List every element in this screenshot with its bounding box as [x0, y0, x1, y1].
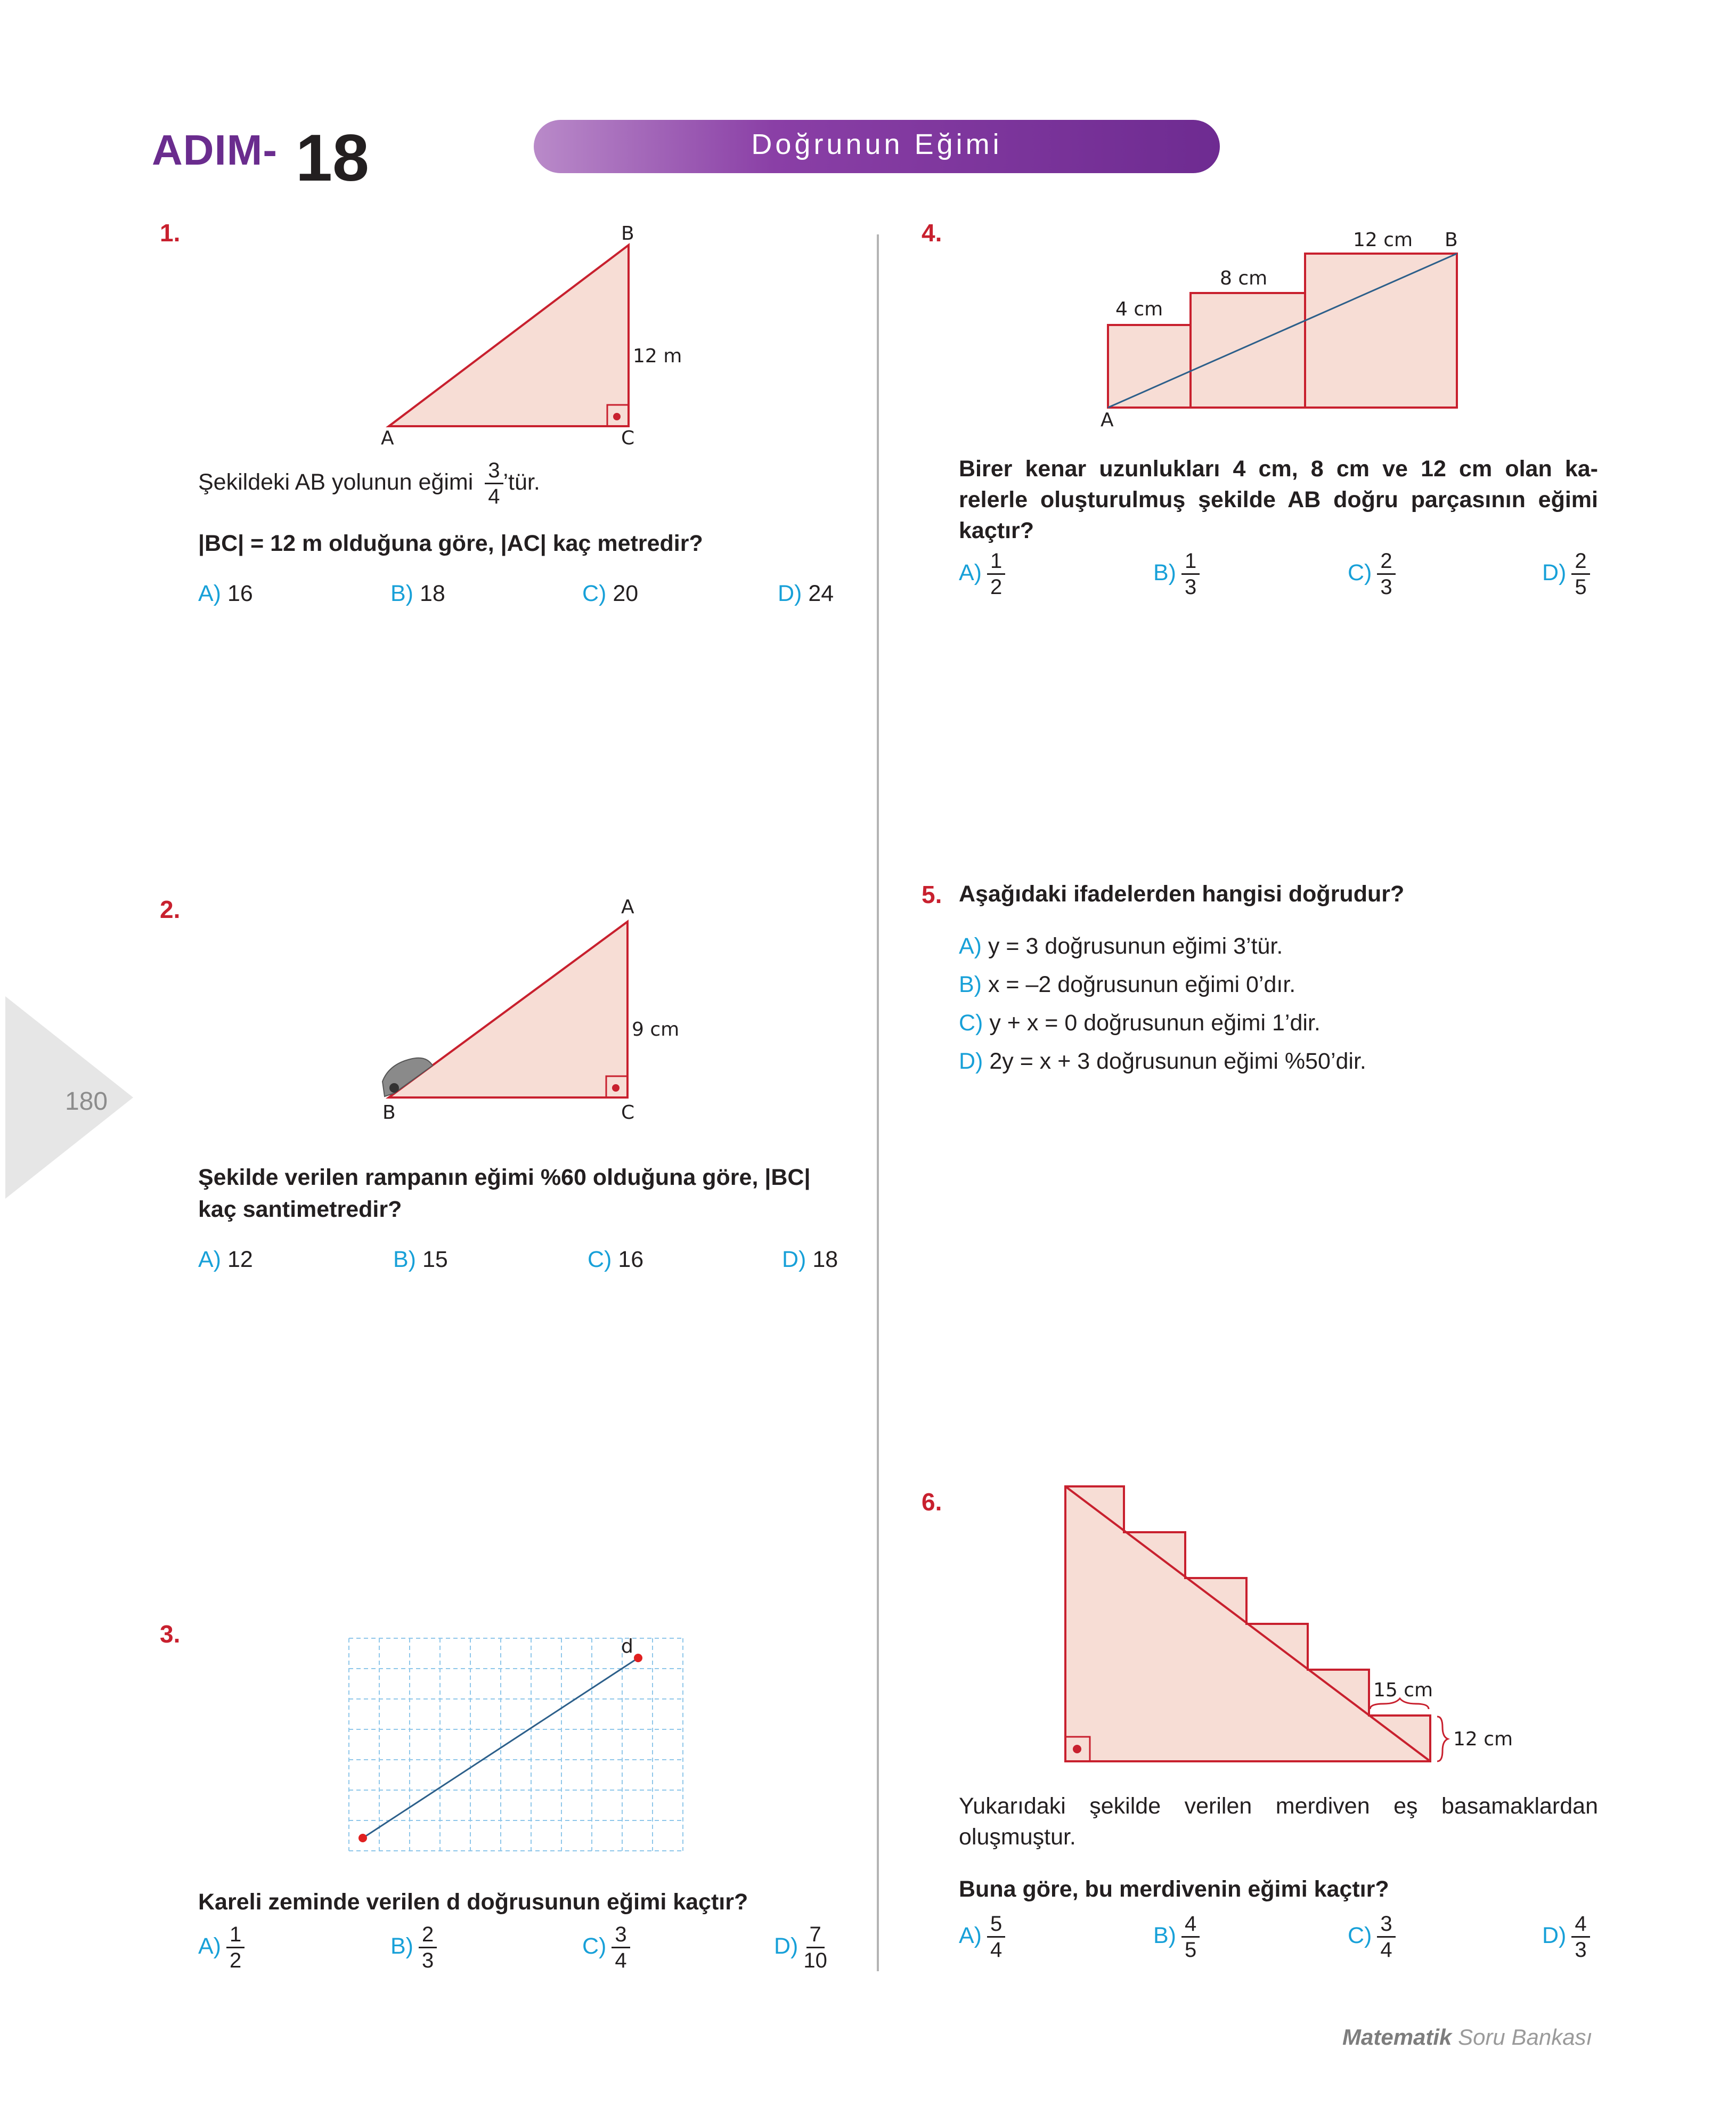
q4-label-s3: 12 cm	[1353, 229, 1413, 251]
q6-option-c[interactable]: C) $\frac{3}{4}$	[1348, 1912, 1396, 1962]
q6-stairs-figure	[1055, 1481, 1460, 1769]
q2-label-side: 9 cm	[632, 1019, 680, 1040]
q1-option-d[interactable]: D) 24	[778, 581, 834, 606]
q4-option-a[interactable]: A) $\frac{1}{2}$	[959, 549, 1005, 599]
q1-label-a: A	[381, 427, 394, 449]
q6-label-height: 12 cm	[1453, 1728, 1513, 1750]
q4-figure	[1097, 245, 1470, 416]
q2-option-d[interactable]: D) 18	[782, 1247, 838, 1272]
q6-option-d[interactable]: D) $\frac{4}{3}$	[1542, 1912, 1590, 1962]
q2-label-b: B	[382, 1102, 396, 1124]
q3-option-d[interactable]: D) $\frac{7}{10}$	[774, 1923, 827, 1972]
q2-option-a[interactable]: A) 12	[198, 1247, 253, 1272]
q4-square-1	[1108, 325, 1191, 408]
q2-question-line2: kaç santimetredir?	[198, 1197, 402, 1222]
q4-option-d[interactable]: D) $\frac{2}{5}$	[1542, 549, 1590, 599]
q2-option-c[interactable]: C) 16	[588, 1247, 644, 1272]
q1-option-b[interactable]: B) 18	[390, 581, 445, 606]
q2-label-c: C	[621, 1102, 635, 1124]
q3-grid	[349, 1638, 684, 1851]
q5-option-a[interactable]: A) y = 3 doğrusunun eğimi 3’tür.	[959, 933, 1283, 959]
q6-height-brace	[1437, 1717, 1448, 1761]
q4-label-a: A	[1101, 409, 1114, 431]
q2-number: 2.	[160, 896, 181, 923]
q5-question: Aşağıdaki ifadelerden hangisi doğrudur?	[959, 881, 1405, 907]
q4-option-c[interactable]: C) $\frac{2}{3}$	[1348, 549, 1396, 599]
q1-label-side: 12 m	[633, 345, 682, 367]
q2-question-line1: Şekilde verilen rampanın eğimi %60 olduğuna göre, |BC|	[198, 1165, 811, 1190]
q3-option-c[interactable]: C) $\frac{3}{4}$	[582, 1922, 630, 1973]
q1-label-b: B	[621, 223, 634, 245]
q1-triangle	[389, 245, 629, 426]
q6-option-a[interactable]: A) $\frac{5}{4}$	[959, 1912, 1005, 1962]
q3-option-a[interactable]: A) $\frac{1}{2}$	[198, 1922, 244, 1973]
q1-label-c: C	[621, 427, 635, 449]
q3-label-d: d	[621, 1636, 633, 1657]
q4-label-s2: 8 cm	[1220, 267, 1268, 289]
q2-figure	[373, 895, 671, 1119]
header-adim: ADIM-	[152, 126, 278, 174]
q4-square-2	[1191, 293, 1305, 408]
q3-grid-figure	[346, 1636, 687, 1854]
q5-number: 5.	[922, 881, 942, 908]
q5-option-c[interactable]: C) y + x = 0 doğrusunun eğimi 1’dir.	[959, 1010, 1321, 1036]
q4-text-line1: Birer kenar uzunlukları 4 cm, 8 cm ve 12 cm olan ka-	[959, 456, 1598, 482]
page-number: 180	[65, 1087, 108, 1116]
q6-label-width: 15 cm	[1373, 1679, 1433, 1701]
q1-fraction: $\frac{3}{4}$	[485, 458, 503, 509]
q6-text-line2: oluşmuştur.	[959, 1824, 1076, 1850]
q4-text-line3: kaçtır?	[959, 518, 1034, 543]
q5-option-b[interactable]: B) x = –2 doğrusunun eğimi 0’dır.	[959, 972, 1296, 997]
q4-text-line2: relerle oluşturulmuş şekilde AB doğru parçasının eğimi	[959, 487, 1598, 513]
q3-option-b[interactable]: B) $\frac{2}{3}$	[390, 1922, 437, 1973]
q2-option-b[interactable]: B) 15	[393, 1247, 448, 1272]
q2-label-a: A	[621, 896, 634, 918]
q1-number: 1.	[160, 219, 181, 247]
q3-question: Kareli zeminde verilen d doğrusunun eğimi kaçtır?	[198, 1889, 748, 1915]
q1-figure	[373, 218, 671, 453]
q6-number: 6.	[922, 1488, 942, 1516]
q4-label-b: B	[1445, 229, 1458, 251]
q5-option-d[interactable]: D) 2y = x + 3 doğrusunun eğimi %50’dir.	[959, 1048, 1366, 1074]
q4-label-s1: 4 cm	[1115, 298, 1163, 320]
header-title: Doğrunun Eğimi	[751, 128, 1003, 160]
footer-brand: Matematik Soru Bankası	[1342, 2024, 1593, 2050]
q1-question: |BC| = 12 m olduğuna göre, |AC| kaç metredir?	[198, 531, 703, 556]
q6-question: Buna göre, bu merdivenin eğimi kaçtır?	[959, 1876, 1389, 1902]
q4-option-b[interactable]: B) $\frac{1}{3}$	[1153, 549, 1200, 599]
q3-number: 3.	[160, 1620, 181, 1648]
header-number: 18	[296, 121, 369, 195]
q4-number: 4.	[922, 219, 942, 247]
q4-square-3	[1305, 254, 1457, 408]
q6-text-line1: Yukarıdaki şekilde verilen merdiven eş basamaklardan	[959, 1793, 1598, 1819]
q6-option-b[interactable]: B) $\frac{4}{5}$	[1153, 1912, 1200, 1962]
q1-statement: Şekildeki AB yolunun eğimi $\frac{3}{4}$ ’tür.	[198, 459, 540, 508]
q1-option-c[interactable]: C) 20	[582, 581, 639, 606]
q1-option-a[interactable]: A) 16	[198, 581, 253, 606]
column-divider	[877, 234, 879, 1971]
